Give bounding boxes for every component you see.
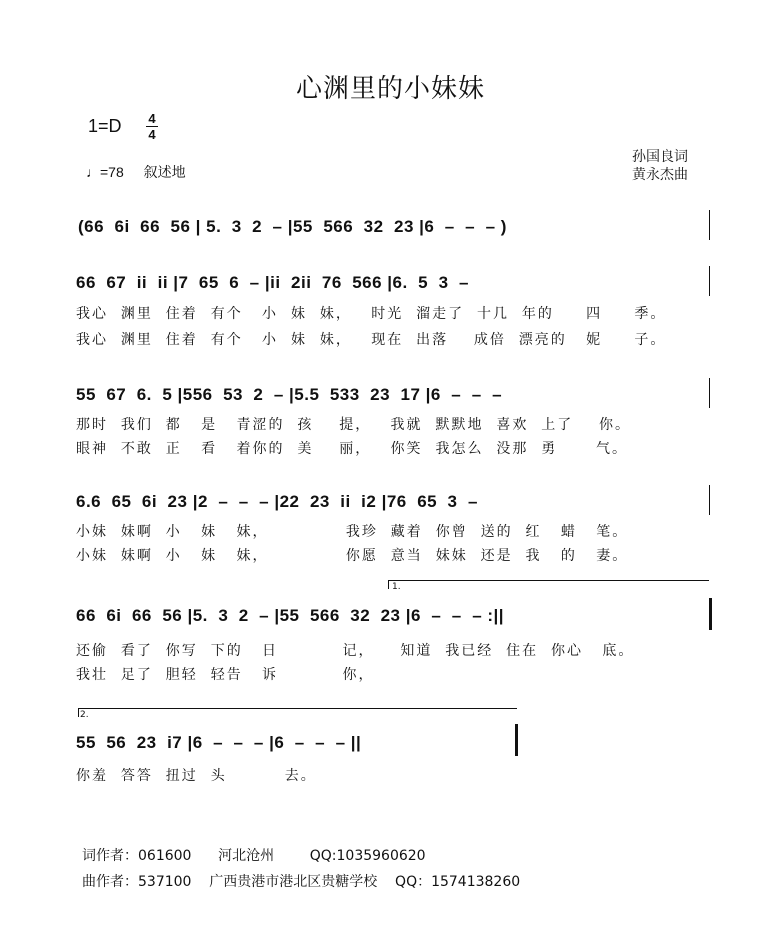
first-ending-label: 1.	[392, 582, 401, 592]
lyric-row-4-verse-1: 还偷 看了 你写 下的 日 记， 知道 我已经 住在 你心 底。	[76, 643, 635, 659]
notation-row-4: 66 6i 66 56 |5. 3 2 – |55 566 32 23 |6 – – – :||	[76, 606, 505, 625]
second-ending-label: 2.	[80, 710, 89, 720]
tempo-marking	[86, 162, 186, 182]
notation-row-1: 66 67 ii ii |7 65 6 – |ii 2ii 76 566 |6. 5 3 –	[76, 273, 469, 292]
lyric-row-3-verse-1: 小妹 妹啊 小 妹 妹， 我珍 藏着 你曾 送的 红 蜡 笔。	[76, 524, 629, 540]
final-barline	[515, 724, 518, 756]
time-signature-top: 4	[148, 111, 156, 126]
lyric-row-3-verse-2: 小妹 妹啊 小 妹 妹， 你愿 意当 妹妹 还是 我 的 妻。	[76, 548, 629, 564]
key-signature: 1=D	[88, 116, 122, 136]
lyricist-credit: 孙国良词	[632, 149, 688, 165]
barline-end-intro	[709, 210, 710, 240]
second-ending-bracket	[78, 708, 517, 717]
song-title: 心渊里的小妹妹	[295, 74, 485, 104]
barline-end-row-3	[709, 485, 710, 515]
time-signature	[146, 112, 158, 141]
notation-row-5: 55 56 23 i7 |6 – – – |6 – – – ||	[76, 733, 362, 752]
time-signature-bottom: 4	[148, 127, 156, 142]
lyric-row-1-verse-2: 我心 渊里 住着 有个 小 妹 妹， 现在 出落 成倍 漂亮的 妮 子。	[76, 332, 667, 348]
first-ending-bracket	[388, 580, 709, 589]
composer-contact: 曲作者：537100 广西贵港市港北区贵糖学校 QQ：1574138260	[82, 874, 521, 890]
notation-row-intro: (66 6i 66 56 | 5. 3 2 – |55 566 32 23 |6 – – – )	[78, 217, 507, 236]
notation-row-2: 55 67 6. 5 |556 53 2 – |5.5 533 23 17 |6 – – –	[76, 385, 503, 404]
lyric-row-2-verse-2: 眼神 不敢 正 看 着你的 美 丽， 你笑 我怎么 没那 勇 气。	[76, 441, 628, 457]
lyric-row-4-verse-2: 我壮 足了 胆轻 轻告 诉 你，	[76, 667, 375, 683]
barline-end-row-2	[709, 378, 710, 408]
lyric-row-1-verse-1: 我心 渊里 住着 有个 小 妹 妹， 时光 溜走了 十几 年的 四 季。	[76, 306, 667, 322]
tempo-value: ♩=78	[86, 164, 124, 180]
composer-credit: 黄永杰曲	[632, 167, 688, 183]
lyricist-contact: 词作者：061600 河北沧州 QQ:1035960620	[82, 848, 426, 864]
repeat-end-barline	[709, 598, 712, 630]
lyric-row-2-verse-1: 那时 我们 都 是 青涩的 孩 提， 我就 默默地 喜欢 上了 你。	[76, 417, 632, 433]
barline-end-row-1	[709, 266, 710, 296]
expression-marking: 叙述地	[143, 164, 186, 180]
notation-row-3: 6.6 65 6i 23 |2 – – – |22 23 ii i2 |76 65 3 –	[76, 492, 478, 511]
lyric-row-5-verse-1: 你羞 答答 扭过 头 去。	[76, 768, 317, 784]
